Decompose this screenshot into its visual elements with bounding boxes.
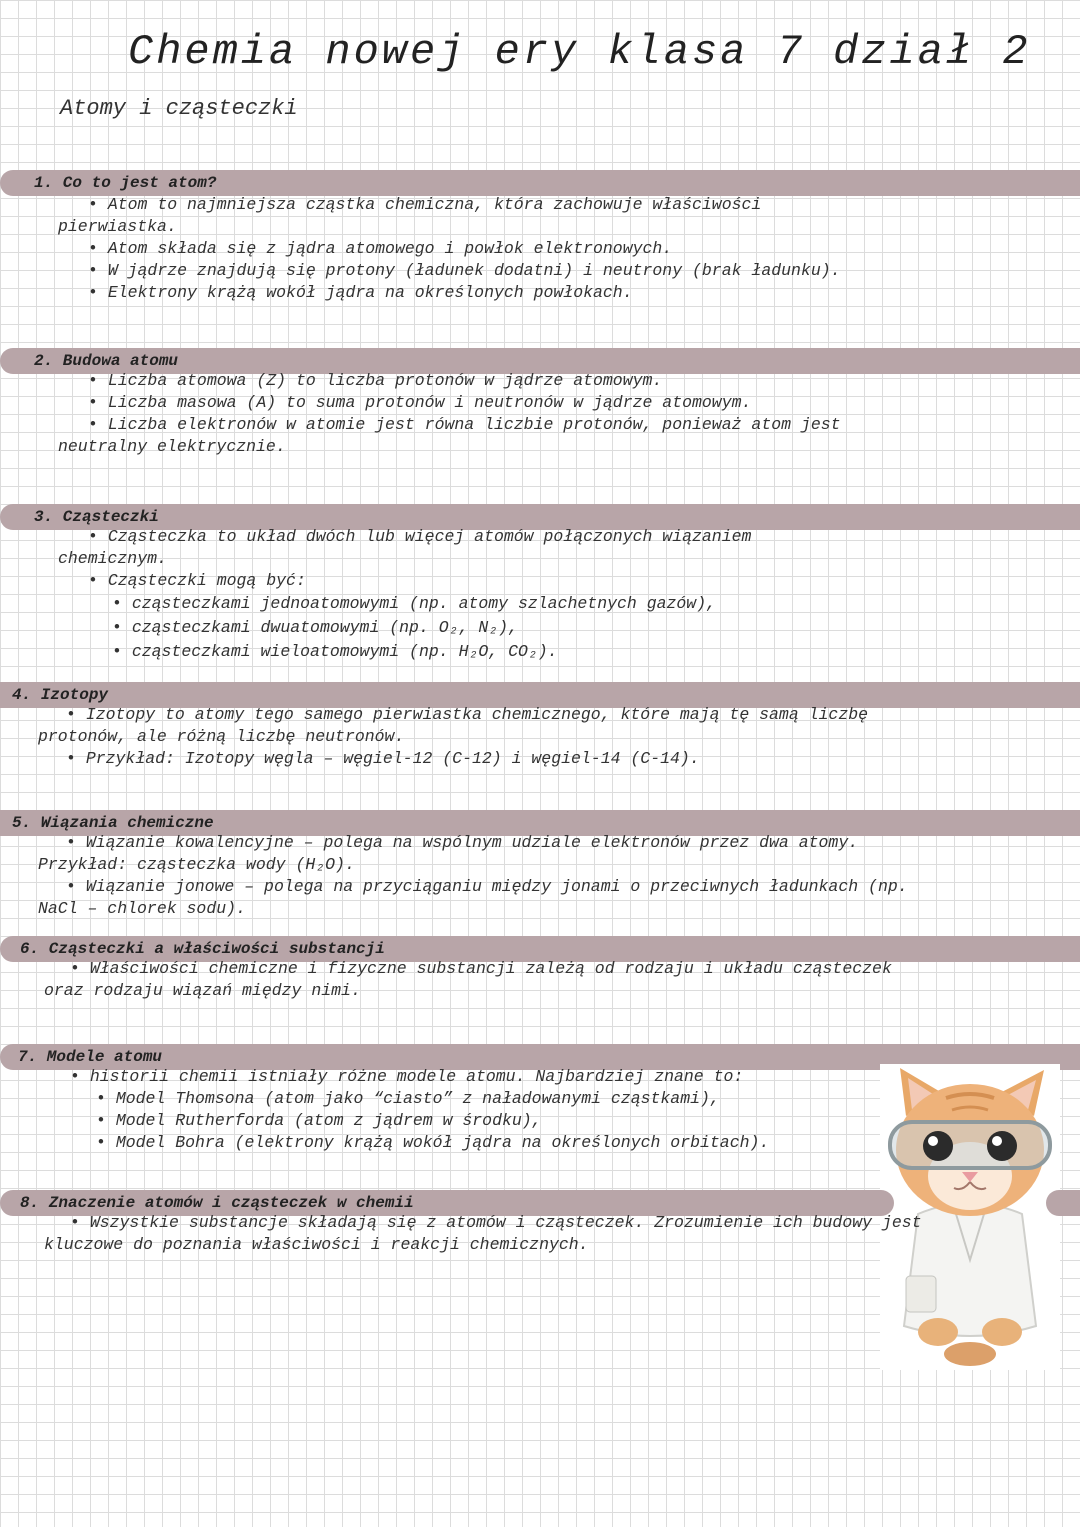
text-line: oraz rodzaju wiązań między nimi. bbox=[44, 981, 361, 1000]
bullet-line: • Cząsteczka to układ dwóch lub więcej atomów połączonych wiązaniem bbox=[0, 526, 1080, 548]
section-izotopy bbox=[0, 682, 1080, 770]
bullet-line: • Izotopy to atomy tego samego pierwiastka chemicznego, które mają tę samą liczbę bbox=[0, 704, 1080, 726]
section-heading-band bbox=[0, 170, 1080, 196]
text-line: protonów, ale różną liczbę neutronów. bbox=[38, 727, 405, 746]
section-body bbox=[0, 832, 1080, 920]
bullet-line: • Liczba elektronów w atomie jest równa liczbie protonów, ponieważ atom jest bbox=[0, 414, 1080, 436]
page-subtitle: Atomy i cząsteczki bbox=[60, 96, 298, 121]
section-body bbox=[0, 958, 1080, 1002]
bullet-line: • Wiązanie jonowe – polega na przyciąganiu między jonami o przeciwnych ładunkach (np. bbox=[0, 876, 1080, 898]
sub-bullet-line: • Model Bohra (elektrony krążą wokół jądra na określonych orbitach). bbox=[0, 1132, 1080, 1154]
text-line: Przykład: cząsteczka wody (H₂O). bbox=[38, 855, 355, 874]
bullet-line: • Atom to najmniejsza cząstka chemiczna, która zachowuje właściwości bbox=[0, 194, 1080, 216]
text-line: neutralny elektrycznie. bbox=[58, 437, 286, 456]
bullet-line: • Elektrony krążą wokół jądra na określonych powłokach. bbox=[0, 282, 1080, 304]
section-czasteczki bbox=[0, 504, 1080, 664]
section-znaczenie bbox=[0, 1190, 1080, 1256]
bullet-line: • Liczba masowa (A) to suma protonów i neutronów w jądrze atomowym. bbox=[0, 392, 1080, 414]
section-heading: 6. Cząsteczki a właściwości substancji bbox=[20, 940, 385, 958]
section-wlasciwosci bbox=[0, 936, 1080, 1002]
sub-bullet-line: • cząsteczkami wieloatomowymi (np. H₂O, CO₂). bbox=[0, 640, 1080, 664]
bullet-line: • Atom składa się z jądra atomowego i powłok elektronowych. bbox=[0, 238, 1080, 260]
section-body bbox=[0, 704, 1080, 770]
bullet-line: • Przykład: Izotopy węgla – węgiel-12 (C-12) i węgiel-14 (C-14). bbox=[0, 748, 1080, 770]
section-heading: 3. Cząsteczki bbox=[34, 508, 159, 526]
section-heading: 7. Modele atomu bbox=[18, 1048, 163, 1066]
section-heading: 5. Wiązania chemiczne bbox=[12, 814, 214, 832]
sub-bullet-line: • cząsteczkami jednoatomowymi (np. atomy szlachetnych gazów), bbox=[0, 592, 1080, 616]
sub-bullet-line: • cząsteczkami dwuatomowymi (np. O₂, N₂), bbox=[0, 616, 1080, 640]
sub-bullet-line: • Model Thomsona (atom jako “ciasto” z naładowanymi cząstkami), bbox=[0, 1088, 1080, 1110]
bullet-line: • Właściwości chemiczne i fizyczne substancji zależą od rodzaju i układu cząsteczek bbox=[0, 958, 1080, 980]
section-wiazania bbox=[0, 810, 1080, 920]
bullet-line: • Liczba atomowa (Z) to liczba protonów w jądrze atomowym. bbox=[0, 370, 1080, 392]
bullet-line: • Wszystkie substancje składają się z atomów i cząsteczek. Zrozumienie ich budowy jest bbox=[0, 1212, 1080, 1234]
section-heading: 4. Izotopy bbox=[12, 686, 109, 704]
sub-bullet-line: • Model Rutherforda (atom z jądrem w środku), bbox=[0, 1110, 1080, 1132]
text-line: pierwiastka. bbox=[58, 217, 177, 236]
page-title: Chemia nowej ery klasa 7 dział 2 bbox=[128, 28, 1031, 76]
text-line: kluczowe do poznania właściwości i reakcji chemicznych. bbox=[44, 1235, 589, 1254]
bullet-line: • historii chemii istniały różne modele atomu. Najbardziej znane to: bbox=[0, 1066, 1080, 1088]
section-heading: 1. Co to jest atom? bbox=[34, 174, 217, 192]
bullet-line: • Cząsteczki mogą być: bbox=[0, 570, 1080, 592]
text-line: NaCl – chlorek sodu). bbox=[38, 899, 246, 918]
bullet-line: • W jądrze znajdują się protony (ładunek dodatni) i neutrony (brak ładunku). bbox=[0, 260, 1080, 282]
section-body bbox=[0, 370, 1080, 458]
bullet-line: • Wiązanie kowalencyjne – polega na wspólnym udziale elektronów przez dwa atomy. bbox=[0, 832, 1080, 854]
section-budowa-atomu bbox=[0, 348, 1080, 458]
section-heading: 8. Znaczenie atomów i cząsteczek w chemii bbox=[20, 1194, 414, 1212]
text-line: chemicznym. bbox=[58, 549, 167, 568]
section-body bbox=[0, 1212, 1080, 1256]
section-body bbox=[0, 526, 1080, 664]
section-heading: 2. Budowa atomu bbox=[34, 352, 179, 370]
section-body bbox=[0, 194, 1080, 304]
section-atom bbox=[0, 170, 1080, 304]
